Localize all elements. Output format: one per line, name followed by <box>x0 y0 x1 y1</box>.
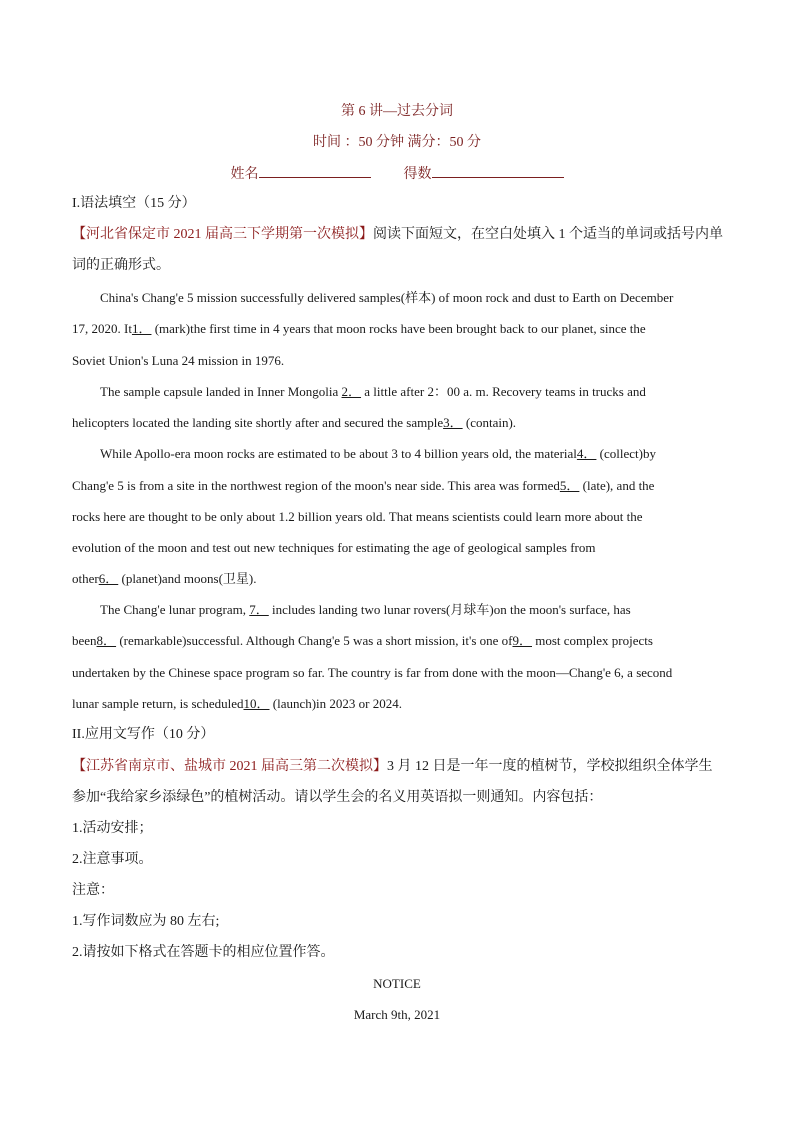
section1-source: 【河北省保定市 2021 届高三下学期第一次模拟】 <box>72 227 373 242</box>
name-blank[interactable] <box>259 163 371 178</box>
section1-instruction-cont: 词的正确形式。 <box>72 258 170 273</box>
blank-8[interactable]: 8． <box>96 633 117 648</box>
passage-line: China's Chang'e 5 mission successfully delivered samples(样本) of moon rock and dust to Earth on December <box>100 290 674 305</box>
blank-5[interactable]: 5． <box>559 478 580 493</box>
passage-line: lunar sample return, is scheduled10． (launch)in 2023 or 2024. <box>72 696 403 711</box>
blank-1[interactable]: 1． <box>131 321 152 336</box>
passage-line: rocks here are thought to be only about 1.2 billion years old. That means scientists could learn more about the <box>72 509 643 524</box>
blank-7[interactable]: 7． <box>249 602 269 617</box>
passage-line: While Apollo-era moon rocks are estimated to be about 3 to 4 billion years old, the material4． (collect)by <box>100 446 656 461</box>
page-title: 第 6 讲—过去分词 <box>341 104 453 119</box>
score-label: 得数 <box>403 167 432 182</box>
section1-instruction: 阅读下面短文，在空白处填入 1 个适当的单词或括号内单 <box>373 227 723 242</box>
passage-line: undertaken by the Chinese space program so far. The country is far from done with the moon—Chang'e 6, a second <box>72 665 673 680</box>
notice-date: March 9th, 2021 <box>353 1007 441 1022</box>
passage-line: helicopters located the landing site shortly after and secured the sample3． (contain). <box>72 415 517 430</box>
blank-9[interactable]: 9． <box>512 633 532 648</box>
section2-source-line <box>72 758 732 776</box>
passage-line: 17, 2020. It1． (mark)the first time in 4 years that moon rocks have been brought back to our planet, since the <box>72 321 646 336</box>
passage-line: been8． (remarkable)successful. Although Chang'e 5 was a short mission, it's one of9． most complex projects <box>72 633 653 648</box>
passage-line: other6． (planet)and moons(卫星). <box>72 571 257 586</box>
blank-3[interactable]: 3． <box>443 415 463 430</box>
notice-title: NOTICE <box>373 976 421 991</box>
passage-line: Chang'e 5 is from a site in the northwest region of the moon's near side. This area was formed5． (late), and the <box>72 478 655 493</box>
blank-2[interactable]: 2． <box>341 384 362 399</box>
section2-prompt-cont: 参加“我给家乡添绿色”的植树活动。请以学生会的名义用英语拟一则通知。内容包括： <box>72 790 603 805</box>
section2-source: 【江苏省南京市、盐城市 2021 届高三第二次模拟】 <box>72 759 387 774</box>
name-label: 姓名 <box>230 167 259 182</box>
section1-heading: I.语法填空（15 分） <box>72 196 196 211</box>
time-limit-line: 时间 ：50 分钟 满分：50 分 <box>313 135 481 150</box>
blank-6[interactable]: 6． <box>98 571 119 586</box>
blank-4[interactable]: 4． <box>576 446 597 461</box>
passage-line: The Chang'e lunar program, 7． includes landing two lunar rovers(月球车)on the moon's surface, has <box>100 602 631 617</box>
passage-line: evolution of the moon and test out new techniques for estimating the age of geological samples from <box>72 540 596 555</box>
note-item: 1.写作词数应为 80 左右; <box>72 914 220 929</box>
note-item: 2.请按如下格式在答题卡的相应位置作答。 <box>72 945 335 960</box>
note-label: 注意： <box>72 883 114 898</box>
score-blank[interactable] <box>432 163 564 178</box>
requirement-item: 1.活动安排； <box>72 821 153 836</box>
blank-10[interactable]: 10． <box>243 696 270 711</box>
passage-line: The sample capsule landed in Inner Mongolia 2． a little after 2：00 a. m. Recovery teams in trucks and <box>100 384 646 399</box>
section2-prompt: 3 月 12 日是一年一度的植树节，学校拟组织全体学生 <box>387 759 713 774</box>
requirement-item: 2.注意事项。 <box>72 852 153 867</box>
name-score-row <box>0 163 794 183</box>
section2-heading: II.应用文写作（10 分） <box>72 727 215 742</box>
section1-source-line <box>72 226 732 244</box>
passage-line: Soviet Union's Luna 24 mission in 1976. <box>72 353 285 368</box>
